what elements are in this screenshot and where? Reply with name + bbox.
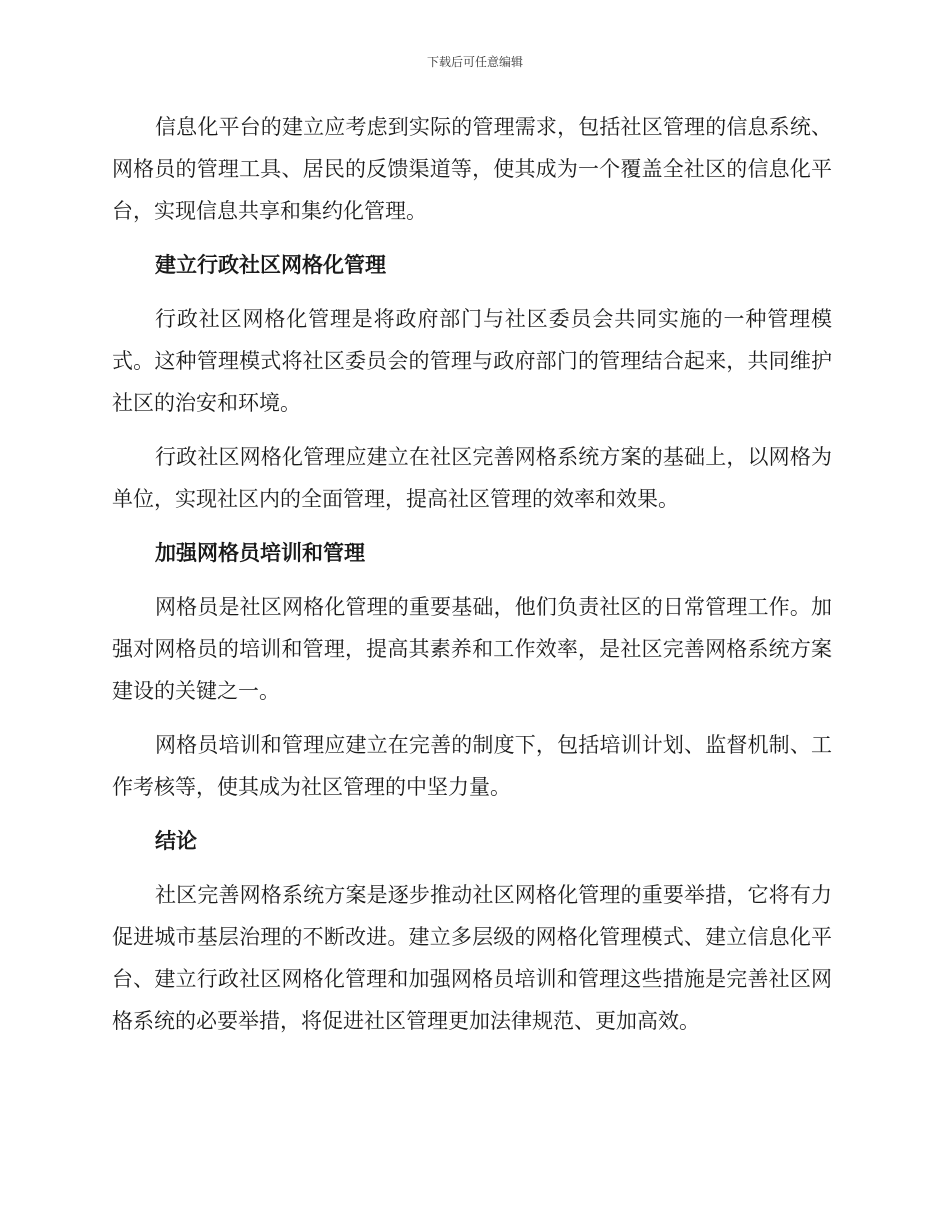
heading-admin-grid: 建立行政社区网格化管理: [155, 252, 386, 277]
paragraph-conclusion: 社区完善网格系统方案是逐步推动社区网格化管理的重要举措，它将有力促进城市基层治理的不断改进。建立多层级的网格化管理模式、建立信息化平台、建立行政社区网格化管理和加强网格员培训和管理这些措施是完善社区网格系统的必要举措，将促进社区管理更加法律规范、更加高效。: [112, 883, 832, 1033]
paragraph-admin-grid-intro: 行政社区网格化管理是将政府部门与社区委员会共同实施的一种管理模式。这种管理模式将社区委员会的管理与政府部门的管理结合起来，共同维护社区的治安和环境。: [112, 307, 832, 415]
paragraph-admin-grid-basis: 行政社区网格化管理应建立在社区完善网格系统方案的基础上，以网格为单位，实现社区内的全面管理，提高社区管理的效率和效果。: [112, 445, 832, 511]
paragraph-grid-staff-system: 网格员培训和管理应建立在完善的制度下，包括培训计划、监督机制、工作考核等，使其成为社区管理的中坚力量。: [112, 733, 832, 799]
heading-conclusion: 结论: [155, 828, 197, 853]
page-header: 下载后可任意编辑: [426, 55, 523, 69]
heading-grid-staff-training: 加强网格员培训和管理: [155, 540, 365, 565]
document-body: [112, 106, 832, 1054]
paragraph-platform: 信息化平台的建立应考虑到实际的管理需求，包括社区管理的信息系统、网格员的管理工具、居民的反馈渠道等，使其成为一个覆盖全社区的信息化平台，实现信息共享和集约化管理。: [112, 115, 832, 223]
paragraph-grid-staff-importance: 网格员是社区网格化管理的重要基础，他们负责社区的日常管理工作。加强对网格员的培训和管理，提高其素养和工作效率，是社区完善网格系统方案建设的关键之一。: [112, 595, 832, 703]
